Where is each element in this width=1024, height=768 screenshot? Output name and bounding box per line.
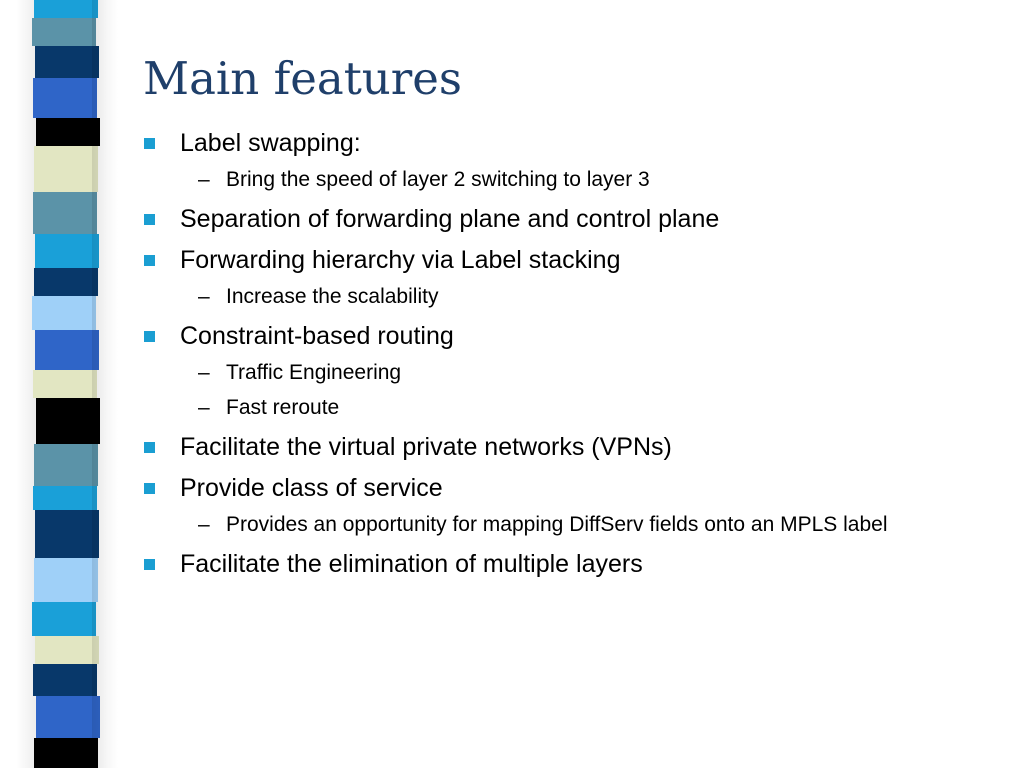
bullet-text: Label swapping: xyxy=(180,129,361,157)
ribbon-stripe xyxy=(36,118,100,146)
ribbon-stripe xyxy=(32,18,96,46)
ribbon-stripe xyxy=(35,636,99,664)
bullet-item xyxy=(142,431,992,463)
dash-bullet-icon: – xyxy=(198,285,210,308)
square-bullet-icon xyxy=(144,442,155,453)
sub-bullet-item xyxy=(142,165,992,194)
ribbon-stripe xyxy=(34,444,98,486)
bullet-text: Forwarding hierarchy via Label stacking xyxy=(180,246,621,274)
slide-title: Main features xyxy=(143,52,462,105)
dash-bullet-icon: – xyxy=(198,396,210,419)
bullet-text: Provides an opportunity for mapping DiffServ fields onto an MPLS label xyxy=(226,513,888,536)
bullet-item xyxy=(142,203,992,235)
square-bullet-icon xyxy=(144,331,155,342)
ribbon-stripe xyxy=(35,46,99,78)
bullet-text: Bring the speed of layer 2 switching to layer 3 xyxy=(226,168,650,191)
ribbon-stripe xyxy=(34,0,98,18)
dash-bullet-icon: – xyxy=(198,513,210,536)
bullet-item xyxy=(142,472,992,504)
bullet-item xyxy=(142,548,992,580)
sub-bullet-item xyxy=(142,510,992,539)
ribbon-stripe xyxy=(32,296,96,330)
ribbon-stripe xyxy=(34,738,98,768)
bullet-text: Constraint-based routing xyxy=(180,322,454,350)
ribbon-stripe xyxy=(34,268,98,296)
ribbon-shadow xyxy=(92,0,118,768)
bullet-text: Facilitate the elimination of multiple layers xyxy=(180,550,643,578)
ribbon-stripe xyxy=(33,664,97,696)
sub-bullet-item xyxy=(142,358,992,387)
bullet-text: Separation of forwarding plane and control plane xyxy=(180,205,720,233)
bullet-text: Increase the scalability xyxy=(226,285,439,308)
decorative-ribbon xyxy=(34,0,98,768)
bullet-text: Provide class of service xyxy=(180,474,443,502)
square-bullet-icon xyxy=(144,138,155,149)
bullet-item xyxy=(142,320,992,352)
ribbon-stripe xyxy=(33,192,97,234)
bullet-text: Facilitate the virtual private networks (VPNs) xyxy=(180,433,672,461)
sub-bullet-item xyxy=(142,282,992,311)
square-bullet-icon xyxy=(144,483,155,494)
sub-bullet-item xyxy=(142,393,992,422)
ribbon-stripe xyxy=(35,234,99,268)
ribbon-stripe xyxy=(35,330,99,370)
ribbon-stripe xyxy=(32,602,96,636)
ribbon-stripe xyxy=(36,696,100,738)
ribbon-stripe xyxy=(33,370,97,398)
bullet-list xyxy=(142,127,992,580)
bullet-item xyxy=(142,244,992,276)
square-bullet-icon xyxy=(144,214,155,225)
ribbon-stripe xyxy=(34,558,98,602)
dash-bullet-icon: – xyxy=(198,168,210,191)
bullet-text: Traffic Engineering xyxy=(226,361,402,384)
square-bullet-icon xyxy=(144,255,155,266)
ribbon-stripe xyxy=(33,486,97,510)
ribbon-stripe xyxy=(34,146,98,192)
ribbon-stripe xyxy=(36,398,100,444)
dash-bullet-icon: – xyxy=(198,361,210,384)
ribbon-stripe xyxy=(35,510,99,558)
bullet-item xyxy=(142,127,992,159)
bullet-text: Fast reroute xyxy=(226,396,340,419)
square-bullet-icon xyxy=(144,559,155,570)
ribbon-stripe xyxy=(33,78,97,118)
